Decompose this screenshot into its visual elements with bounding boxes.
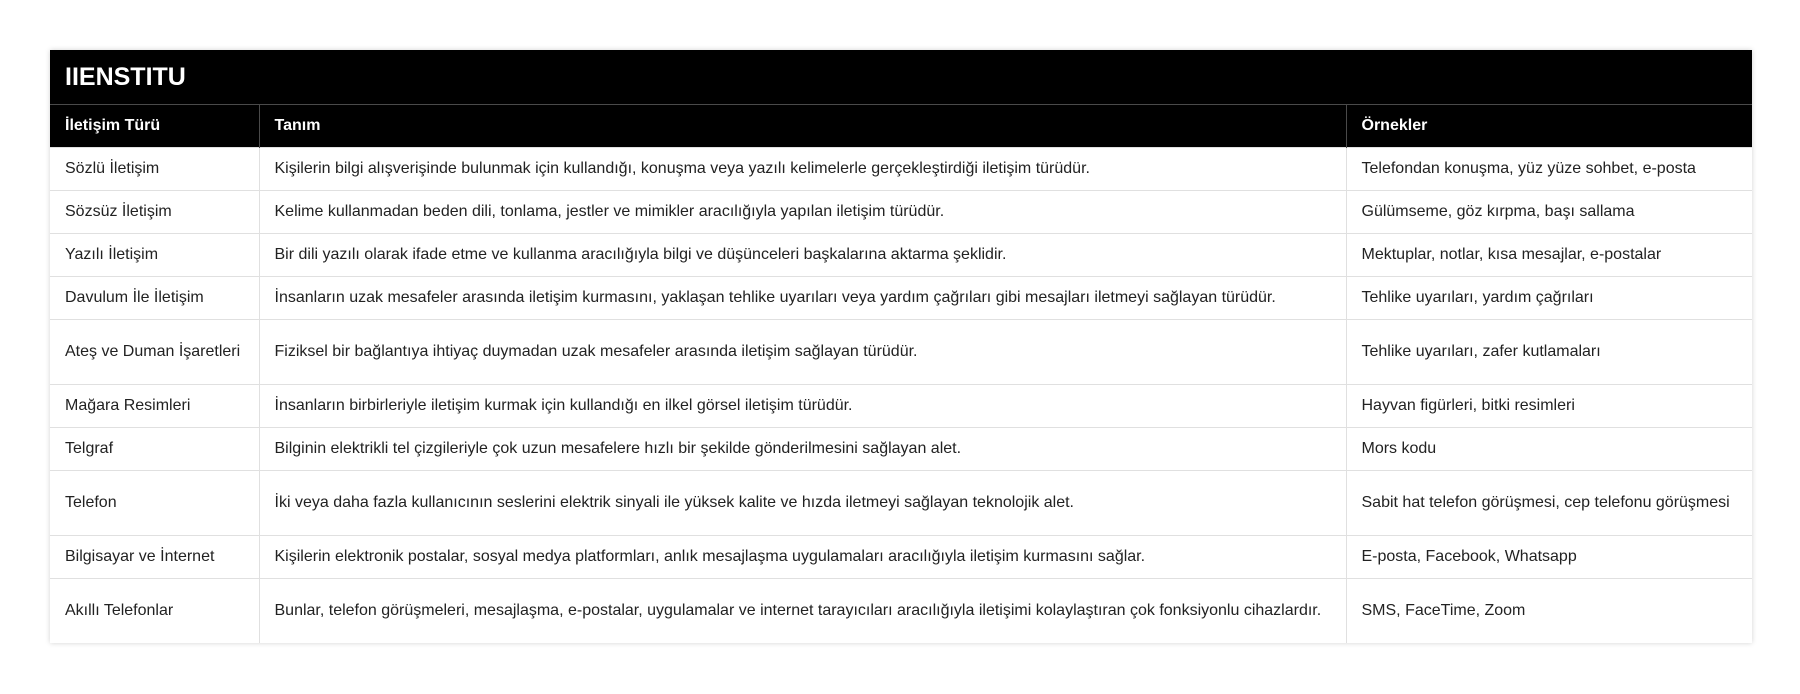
- cell-examples: Sabit hat telefon görüşmesi, cep telefonu görüşmesi: [1346, 471, 1752, 536]
- cell-type: Yazılı İletişim: [50, 234, 259, 277]
- cell-definition: Fiziksel bir bağlantıya ihtiyaç duymadan uzak mesafeler arasında iletişim sağlayan türüdür.: [259, 320, 1346, 385]
- table-row: [50, 277, 1752, 320]
- table-row: [50, 536, 1752, 579]
- cell-type: Mağara Resimleri: [50, 385, 259, 428]
- table-row: [50, 385, 1752, 428]
- column-header-type: İletişim Türü: [50, 105, 259, 148]
- cell-type: Sözsüz İletişim: [50, 191, 259, 234]
- table-row: [50, 234, 1752, 277]
- column-header-definition: Tanım: [259, 105, 1346, 148]
- cell-definition: Bunlar, telefon görüşmeleri, mesajlaşma, e-postalar, uygulamalar ve internet tarayıcıları aracılığıyla iletişimi kolaylaştıran çok fonksiyonlu cihazlardır.: [259, 579, 1346, 644]
- table-row: [50, 148, 1752, 191]
- table-title: IIENSTITU: [50, 50, 1752, 105]
- cell-type: Sözlü İletişim: [50, 148, 259, 191]
- communication-types-table: [50, 50, 1752, 643]
- cell-examples: Mors kodu: [1346, 428, 1752, 471]
- cell-examples: Mektuplar, notlar, kısa mesajlar, e-postalar: [1346, 234, 1752, 277]
- cell-definition: Bilginin elektrikli tel çizgileriyle çok uzun mesafelere hızlı bir şekilde gönderilmesini sağlayan alet.: [259, 428, 1346, 471]
- table-header-row: [50, 105, 1752, 148]
- cell-definition: Kişilerin bilgi alışverişinde bulunmak için kullandığı, konuşma veya yazılı kelimelerle gerçekleştirdiği iletişim türüdür.: [259, 148, 1346, 191]
- cell-type: Davulum İle İletişim: [50, 277, 259, 320]
- cell-definition: İki veya daha fazla kullanıcının seslerini elektrik sinyali ile yüksek kalite ve hızda iletmeyi sağlayan teknolojik alet.: [259, 471, 1346, 536]
- cell-examples: Hayvan figürleri, bitki resimleri: [1346, 385, 1752, 428]
- cell-type: Telgraf: [50, 428, 259, 471]
- table-row: [50, 191, 1752, 234]
- communication-types-table-container: [50, 50, 1752, 643]
- cell-definition: Kişilerin elektronik postalar, sosyal medya platformları, anlık mesajlaşma uygulamaları aracılığıyla iletişim kurmasını sağlar.: [259, 536, 1346, 579]
- cell-type: Ateş ve Duman İşaretleri: [50, 320, 259, 385]
- cell-examples: SMS, FaceTime, Zoom: [1346, 579, 1752, 644]
- cell-definition: Bir dili yazılı olarak ifade etme ve kullanma aracılığıyla bilgi ve düşünceleri başkalarına aktarma şeklidir.: [259, 234, 1346, 277]
- table-row: [50, 320, 1752, 385]
- table-row: [50, 428, 1752, 471]
- column-header-examples: Örnekler: [1346, 105, 1752, 148]
- cell-type: Akıllı Telefonlar: [50, 579, 259, 644]
- cell-examples: Telefondan konuşma, yüz yüze sohbet, e-posta: [1346, 148, 1752, 191]
- cell-definition: İnsanların uzak mesafeler arasında iletişim kurmasını, yaklaşan tehlike uyarıları veya yardım çağrıları gibi mesajları iletmeyi sağlayan türüdür.: [259, 277, 1346, 320]
- table-title-row: [50, 50, 1752, 105]
- cell-examples: Tehlike uyarıları, yardım çağrıları: [1346, 277, 1752, 320]
- cell-examples: E-posta, Facebook, Whatsapp: [1346, 536, 1752, 579]
- cell-definition: Kelime kullanmadan beden dili, tonlama, jestler ve mimikler aracılığıyla yapılan iletişim türüdür.: [259, 191, 1346, 234]
- cell-examples: Tehlike uyarıları, zafer kutlamaları: [1346, 320, 1752, 385]
- cell-type: Telefon: [50, 471, 259, 536]
- cell-examples: Gülümseme, göz kırpma, başı sallama: [1346, 191, 1752, 234]
- cell-definition: İnsanların birbirleriyle iletişim kurmak için kullandığı en ilkel görsel iletişim türüdür.: [259, 385, 1346, 428]
- cell-type: Bilgisayar ve İnternet: [50, 536, 259, 579]
- table-row: [50, 471, 1752, 536]
- table-row: [50, 579, 1752, 644]
